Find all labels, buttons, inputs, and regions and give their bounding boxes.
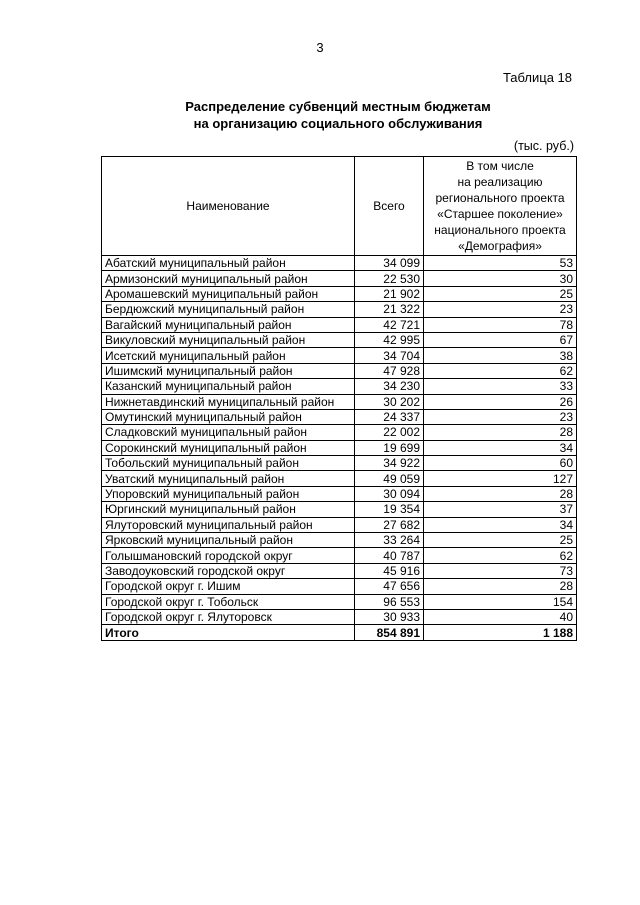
table-row [102, 348, 577, 363]
row-project: 62 [424, 548, 577, 563]
row-total: 19 354 [355, 502, 424, 517]
header-name: Наименование [102, 157, 355, 256]
row-total: 45 916 [355, 563, 424, 578]
row-total: 30 094 [355, 486, 424, 501]
row-project: 73 [424, 563, 577, 578]
table-row [102, 332, 577, 347]
row-project: 26 [424, 394, 577, 409]
row-name: Викуловский муниципальный район [102, 332, 355, 347]
row-project: 23 [424, 409, 577, 424]
row-project: 28 [424, 579, 577, 594]
table-row [102, 425, 577, 440]
header-total: Всего [355, 157, 424, 256]
row-total: 24 337 [355, 409, 424, 424]
table-row [102, 256, 577, 271]
row-name: Тобольский муниципальный район [102, 456, 355, 471]
row-name: Абатский муниципальный район [102, 256, 355, 271]
row-total: 21 322 [355, 302, 424, 317]
row-name: Нижнетавдинский муниципальный район [102, 394, 355, 409]
header-project-line: В том числе [466, 159, 534, 173]
row-name: Городской округ г. Ишим [102, 579, 355, 594]
total-label: Итого [102, 625, 355, 640]
subvention-table [101, 156, 577, 641]
row-total: 34 922 [355, 456, 424, 471]
row-total: 96 553 [355, 594, 424, 609]
row-name: Ишимский муниципальный район [102, 363, 355, 378]
row-project: 60 [424, 456, 577, 471]
row-project: 127 [424, 471, 577, 486]
document-title [100, 98, 576, 132]
row-total: 30 202 [355, 394, 424, 409]
row-project: 53 [424, 256, 577, 271]
row-total: 19 699 [355, 440, 424, 455]
row-name: Голышмановский городской округ [102, 548, 355, 563]
header-project-line: национального проекта [434, 223, 566, 237]
table-row [102, 379, 577, 394]
row-name: Сорокинский муниципальный район [102, 440, 355, 455]
row-total: 34 230 [355, 379, 424, 394]
total-sum: 854 891 [355, 625, 424, 640]
header-project-line: регионального проекта [435, 191, 565, 205]
table-row [102, 440, 577, 455]
row-project: 33 [424, 379, 577, 394]
row-name: Армизонский муниципальный район [102, 271, 355, 286]
row-name: Казанский муниципальный район [102, 379, 355, 394]
table-row [102, 548, 577, 563]
units-label: (тыс. руб.) [513, 139, 574, 153]
row-project: 23 [424, 302, 577, 317]
table-body [102, 256, 577, 625]
row-total: 47 928 [355, 363, 424, 378]
row-total: 22 002 [355, 425, 424, 440]
row-total: 22 530 [355, 271, 424, 286]
row-total: 33 264 [355, 533, 424, 548]
row-name: Исетский муниципальный район [102, 348, 355, 363]
table-row [102, 363, 577, 378]
row-project: 37 [424, 502, 577, 517]
row-project: 38 [424, 348, 577, 363]
row-total: 40 787 [355, 548, 424, 563]
row-total: 34 704 [355, 348, 424, 363]
table-row [102, 394, 577, 409]
table-row [102, 471, 577, 486]
row-project: 34 [424, 517, 577, 532]
row-name: Вагайский муниципальный район [102, 317, 355, 332]
page-number: 3 [316, 40, 324, 55]
row-name: Городской округ г. Ялуторовск [102, 609, 355, 624]
row-name: Аромашевский муниципальный район [102, 286, 355, 301]
row-total: 34 099 [355, 256, 424, 271]
table-row [102, 317, 577, 332]
title-line-1: Распределение субвенций местным бюджетам [185, 99, 491, 114]
row-name: Уватский муниципальный район [102, 471, 355, 486]
total-row [102, 625, 577, 640]
row-project: 154 [424, 594, 577, 609]
table-row [102, 486, 577, 501]
row-name: Упоровский муниципальный район [102, 486, 355, 501]
table-row [102, 563, 577, 578]
table-label: Таблица 18 [502, 70, 572, 85]
table-row [102, 517, 577, 532]
row-total: 30 933 [355, 609, 424, 624]
row-name: Омутинский муниципальный район [102, 409, 355, 424]
row-name: Сладковский муниципальный район [102, 425, 355, 440]
row-project: 34 [424, 440, 577, 455]
total-project-sum: 1 188 [424, 625, 577, 640]
header-project-line: «Демография» [458, 239, 542, 253]
table-row [102, 456, 577, 471]
row-name: Юргинский муниципальный район [102, 502, 355, 517]
row-name: Городской округ г. Тобольск [102, 594, 355, 609]
row-name: Заводоуковский городской округ [102, 563, 355, 578]
table-row [102, 271, 577, 286]
row-project: 28 [424, 425, 577, 440]
table-row [102, 579, 577, 594]
row-total: 21 902 [355, 286, 424, 301]
row-name: Ярковский муниципальный район [102, 533, 355, 548]
header-project-line: на реализацию [457, 175, 543, 189]
table-row [102, 286, 577, 301]
row-name: Бердюжский муниципальный район [102, 302, 355, 317]
row-total: 42 995 [355, 332, 424, 347]
table-row [102, 594, 577, 609]
table-row [102, 609, 577, 624]
row-project: 40 [424, 609, 577, 624]
row-total: 47 656 [355, 579, 424, 594]
row-project: 78 [424, 317, 577, 332]
row-project: 67 [424, 332, 577, 347]
table-row [102, 409, 577, 424]
row-project: 25 [424, 286, 577, 301]
row-project: 62 [424, 363, 577, 378]
row-name: Ялуторовский муниципальный район [102, 517, 355, 532]
table-row [102, 533, 577, 548]
row-total: 49 059 [355, 471, 424, 486]
header-project [424, 157, 577, 256]
table-header-row [102, 157, 577, 256]
row-total: 27 682 [355, 517, 424, 532]
table-row [102, 302, 577, 317]
row-project: 28 [424, 486, 577, 501]
title-line-2: на организацию социального обслуживания [193, 116, 483, 131]
header-project-line: «Старшее поколение» [437, 207, 563, 221]
row-project: 25 [424, 533, 577, 548]
row-project: 30 [424, 271, 577, 286]
table-row [102, 502, 577, 517]
row-total: 42 721 [355, 317, 424, 332]
